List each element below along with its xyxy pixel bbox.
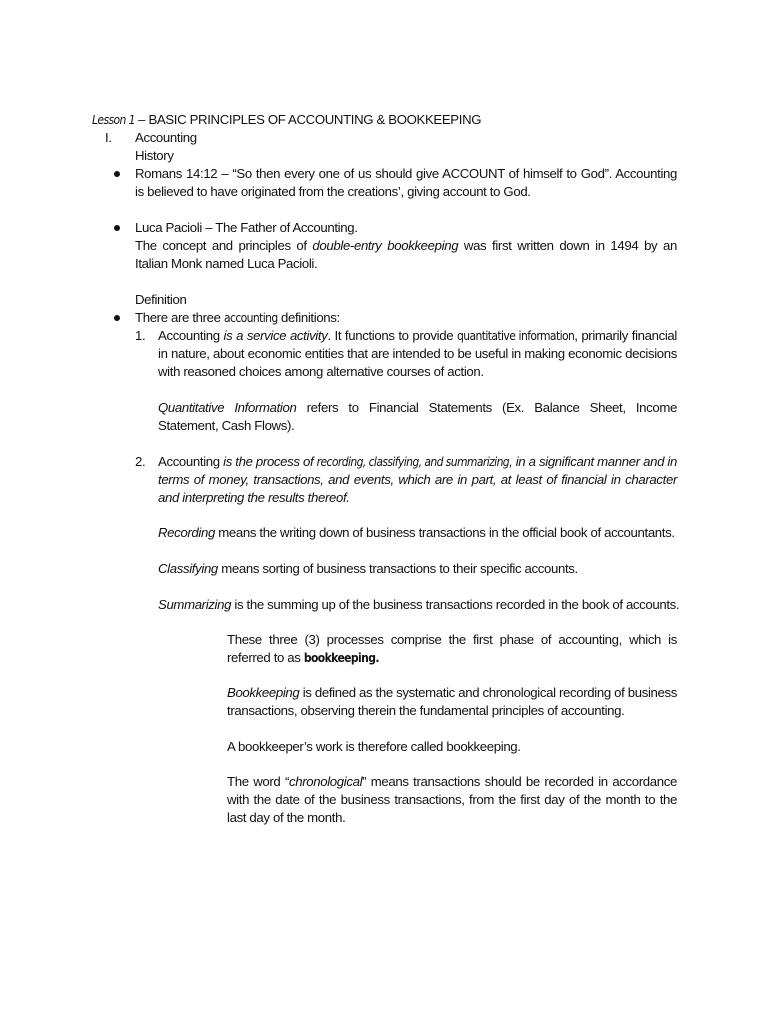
def2-number: 2. — [135, 454, 146, 469]
recording-classifying-summarizing-term: recording, classifying, and summarizing — [316, 455, 510, 469]
definition-heading: Definition — [135, 292, 187, 307]
definition-intro: There are three accounting definitions: — [135, 310, 340, 325]
summarizing-definition: Summarizing is the summing up of the business transactions recorded in the book of accounts. — [158, 597, 680, 612]
bullet-icon — [114, 225, 120, 231]
history-heading: History — [135, 148, 174, 163]
accounting-term: accounting — [223, 311, 278, 325]
classifying-definition: Classifying means sorting of business transactions to their specific accounts. — [158, 561, 578, 576]
history-item-romans: Romans 14:12 – “So then every one of us should give ACCOUNT of himself to God”. Accounting is believed to have originated from the creations’, giving account to God. — [135, 166, 677, 199]
phase-paragraph-1: These three (3) processes comprise the first phase of accounting, which is referred to as bookkeeping. — [227, 632, 677, 665]
lesson-title — [92, 111, 692, 129]
bullet-icon — [114, 171, 120, 177]
lesson-label: Lesson 1 — [92, 113, 135, 127]
history-item-pacioli-title: Luca Pacioli – The Father of Accounting. — [135, 220, 358, 235]
recording-definition: Recording means the writing down of business transactions in the official book of accountants. — [158, 525, 675, 540]
quantitative-information-term: quantitative information — [456, 329, 575, 343]
section-numeral: I. — [105, 130, 112, 145]
def1-note: Quantitative Information refers to Financial Statements (Ex. Balance Sheet, Income Statement, Cash Flows). — [158, 400, 677, 433]
double-entry-term: double-entry bookkeeping — [312, 238, 459, 253]
def2-text: Accounting is the process of recording, classifying, and summarizing, in a significant manner and in terms of money, transactions, and events, which are in part, at least of financial in character and interpreting the results thereof. — [158, 454, 677, 505]
phase-paragraph-3: A bookkeeper’s work is therefore called bookkeeping. — [227, 739, 521, 754]
section-title: Accounting — [135, 130, 197, 145]
lesson-heading: – BASIC PRINCIPLES OF ACCOUNTING & BOOKKEEPING — [134, 112, 482, 127]
phase-paragraph-2: Bookkeeping is defined as the systematic and chronological recording of business transactions, observing therein the fundamental principles of accounting. — [227, 685, 677, 718]
phase-paragraph-4: The word “chronological” means transactions should be recorded in accordance with the date of the business transactions, from the first day of the month to the last day of the month. — [227, 774, 677, 825]
def1-number: 1. — [135, 328, 146, 343]
bookkeeping-term: bookkeeping. — [303, 651, 379, 665]
bullet-icon — [114, 315, 120, 321]
history-item-pacioli-text: The concept and principles of double-entry bookkeeping was first written down in 1494 by an Italian Monk named Luca Pacioli. — [135, 238, 677, 271]
def1-text: Accounting is a service activity. It functions to provide quantitative information, primarily financial in nature, about economic entities that are intended to be useful in making economic decisions with reasoned choices among alternative courses of action. — [158, 328, 677, 379]
